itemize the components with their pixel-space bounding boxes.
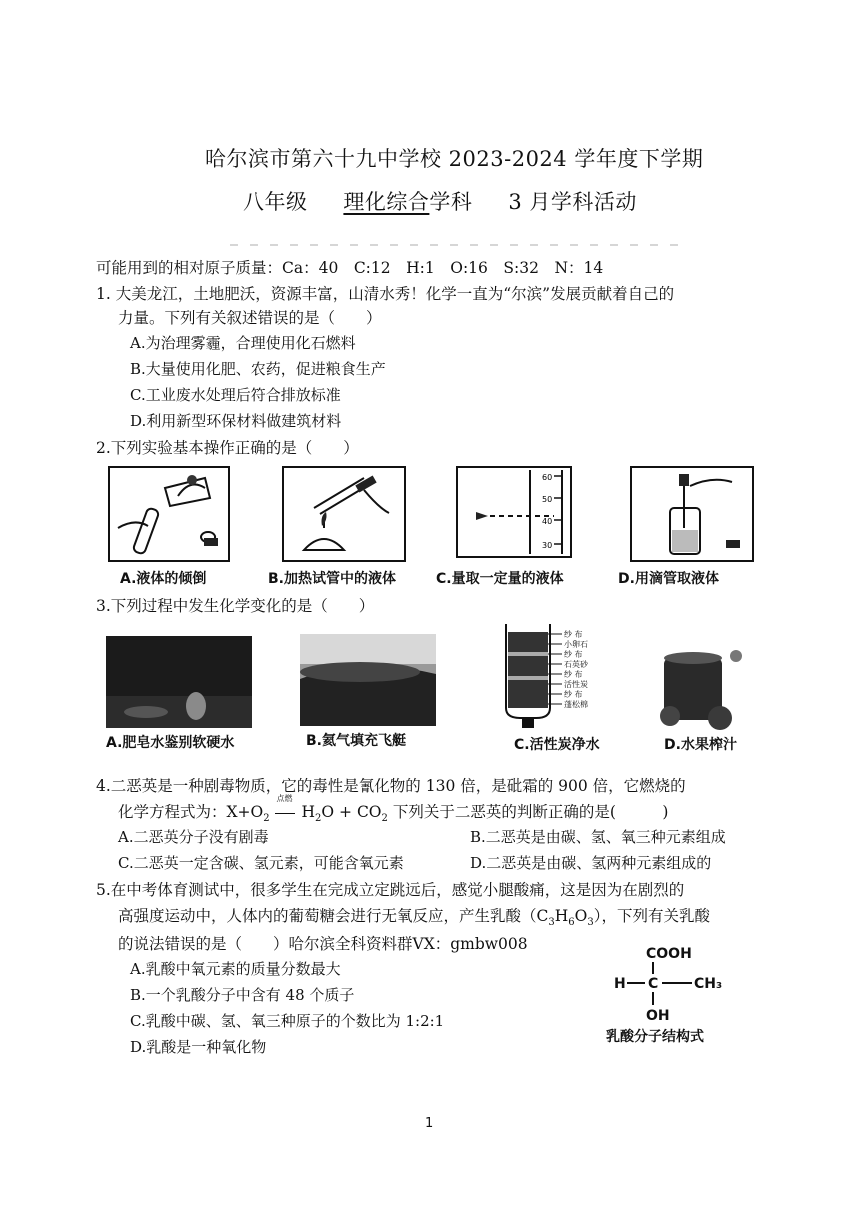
q1-stem-line2: 力量。下列有关叙述错误的是（ ） <box>118 309 382 327</box>
q1-option-d: D.利用新型环保材料做建筑材料 <box>130 412 342 430</box>
q5-stem-line1: 5.在中考体育测试中，很多学生在完成立定跳远后，感觉小腿酸痛，这是因为在剧烈的 <box>96 881 685 899</box>
atom-c: C <box>648 976 659 992</box>
q3-caption-c: C.活性炭净水 <box>514 737 600 753</box>
q4-equation: 化学方程式为：$X+O_2$ 点燃 $H_2O + CO_2$ 下列关于二恶英的判断正确的是( ) <box>118 794 669 825</box>
layer-7: 纱 布 <box>564 690 583 699</box>
q3-photo-a <box>106 636 252 728</box>
q4-option-b: B.二恶英是由碳、氢、氧三种元素组成 <box>470 828 726 846</box>
q3-caption-b: B.氦气填充飞艇 <box>306 733 406 749</box>
group-cooh: COOH <box>646 946 692 962</box>
q3-photo-b <box>300 634 436 726</box>
subject-suffix: 学科 <box>429 190 473 214</box>
q2-caption-c: C.量取一定量的液体 <box>436 571 564 587</box>
q1-stem-line1: 1. 大美龙江，土地肥沃，资源丰富，山清水秀！化学一直为“尔滨”发展贡献着自己的 <box>96 285 675 303</box>
q2-figure-c <box>456 466 572 558</box>
q5-option-d: D.乳酸是一种氧化物 <box>130 1038 267 1056</box>
q5-option-b: B.一个乳酸分子中含有 48 个质子 <box>130 986 355 1004</box>
q5-option-c: C.乳酸中碳、氢、氧三种原子的个数比为 1:2:1 <box>130 1012 445 1030</box>
grade-label: 八年级 <box>243 190 308 214</box>
tick-60: 60 <box>542 473 553 482</box>
atom-h: H <box>614 976 626 992</box>
q2-stem: 2.下列实验基本操作正确的是（ ） <box>96 439 359 457</box>
tick-50: 50 <box>542 495 553 504</box>
q5-option-a: A.乳酸中氧元素的质量分数最大 <box>130 960 341 978</box>
q2-caption-b: B.加热试管中的液体 <box>268 571 396 587</box>
layer-2: 小卵石 <box>564 640 588 649</box>
atomic-masses: 可能用到的相对原子质量：Ca：40 C:12 H:1 O:16 S:32 N：14 <box>96 259 604 277</box>
q2-figure-d <box>630 466 754 562</box>
q4-option-a: A.二恶英分子没有剧毒 <box>118 828 269 846</box>
tick-30: 30 <box>542 541 553 550</box>
q2-caption-d: D.用滴管取液体 <box>618 571 719 587</box>
q5-stem-line2: 高强度运动中，人体内的葡萄糖会进行无氧反应，产生乳酸$(C_3H_6O_3)$，下列有关乳酸 <box>118 907 711 929</box>
q3-caption-d: D.水果榨汁 <box>664 737 737 753</box>
layer-5: 纱 布 <box>564 670 583 679</box>
q4-option-d: D.二恶英是由碳、氢两种元素组成的 <box>470 854 712 872</box>
lactic-acid-structure <box>606 942 752 1054</box>
group-oh: OH <box>646 1008 670 1024</box>
q2-figure-a <box>108 466 230 562</box>
layer-1: 纱 布 <box>564 630 583 639</box>
subject-label: 理化综合 <box>343 190 430 214</box>
tick-40: 40 <box>542 517 553 526</box>
q1-option-b: B.大量使用化肥、农药，促进粮食生产 <box>130 360 386 378</box>
q5-stem-line3: 的说法错误的是（ ）哈尔滨全科资料群VX：gmbw008 <box>118 935 528 953</box>
q2-figure-b <box>282 466 406 562</box>
activity-label: 3 月学科活动 <box>508 190 637 214</box>
q3-figure-c <box>500 622 620 730</box>
page-number: 1 <box>425 1116 434 1131</box>
exam-subtitle <box>243 186 637 216</box>
layer-4: 石英砂 <box>564 660 588 669</box>
q4-stem-line1: 4.二恶英是一种剧毒物质，它的毒性是氰化物的 130 倍，是砒霜的 900 倍，它燃烧的 <box>96 777 686 795</box>
layer-3: 纱 布 <box>564 650 583 659</box>
q4-option-c: C.二恶英一定含碳、氢元素，可能含氧元素 <box>118 854 404 872</box>
q1-option-a: A.为治理雾霾，合理使用化石燃料 <box>130 334 356 352</box>
exam-title: 哈尔滨市第六十九中学校 2023-2024 学年度下学期 <box>205 147 704 171</box>
q2-caption-a: A.液体的倾倒 <box>120 571 207 587</box>
q3-photo-d <box>650 644 750 730</box>
scan-artifact <box>230 244 690 246</box>
layer-8: 蓬松棉 <box>564 700 588 709</box>
layer-6: 活性炭 <box>564 680 588 689</box>
group-ch3: CH₃ <box>694 976 723 992</box>
reaction-arrow: 点燃 <box>275 803 297 821</box>
q3-caption-a: A.肥皂水鉴别软硬水 <box>106 735 235 751</box>
q1-option-c: C.工业废水处理后符合排放标准 <box>130 386 341 404</box>
q3-stem: 3.下列过程中发生化学变化的是（ ） <box>96 597 375 615</box>
structure-caption: 乳酸分子结构式 <box>606 1029 704 1045</box>
